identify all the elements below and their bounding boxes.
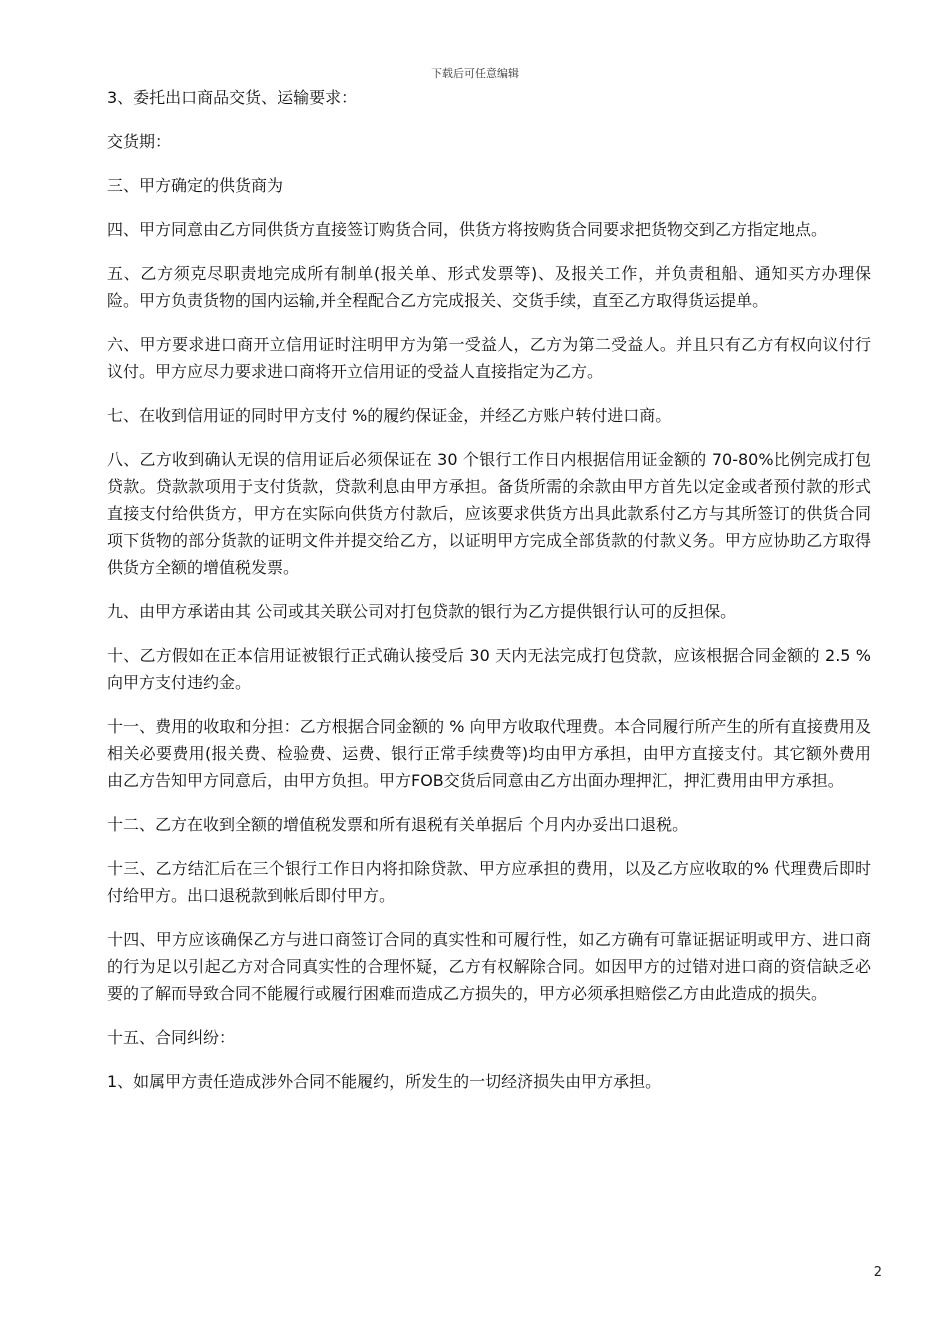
paragraph-clause-6: 六、甲方要求进口商开立信用证时注明甲方为第一受益人，乙方为第二受益人。并且只有乙方有权向议付行议付。甲方应尽力要求进口商将开立信用证的受益人直接指定为乙方。 bbox=[107, 335, 871, 381]
document-body bbox=[107, 84, 871, 1112]
paragraph-clause-13: 十三、乙方结汇后在三个银行工作日内将扣除贷款、甲方应承担的费用，以及乙方应收取的% 代理费后即时付给甲方。出口退税款到帐后即付甲方。 bbox=[107, 859, 871, 905]
paragraph-clause-15: 十五、合同纠纷： bbox=[107, 1028, 236, 1047]
paragraph-item-3-delivery: 3、委托出口商品交货、运输要求： bbox=[107, 88, 358, 107]
paragraph-clause-3: 三、甲方确定的供货商为 bbox=[107, 176, 284, 195]
page-number: 2 bbox=[873, 1265, 882, 1280]
paragraph-clause-5: 五、乙方须克尽职责地完成所有制单(报关单、形式发票等)、及报关工作，并负责租船、通知买方办理保险。甲方负责货物的国内运输,并全程配合乙方完成报关、交货手续，直至乙方取得货运提单。 bbox=[107, 264, 871, 310]
paragraph-clause-4: 四、甲方同意由乙方同供货方直接签订购货合同，供货方将按购货合同要求把货物交到乙方指定地点。 bbox=[107, 220, 828, 239]
paragraph-clause-10: 十、乙方假如在正本信用证被银行正式确认接受后 30 天内无法完成打包贷款，应该根据合同金额的 2.5 %向甲方支付违约金。 bbox=[107, 646, 871, 692]
paragraph-clause-11: 十一、费用的收取和分担：乙方根据合同金额的 % 向甲方收取代理费。本合同履行所产生的所有直接费用及相关必要费用(报关费、检验费、运费、银行正常手续费等)均由甲方承担，由甲方直接支付。其它额外费用由乙方告知甲方同意后，由甲方负担。甲方FOB交货后同意由乙方出面办理押汇，押汇费用由甲方承担。 bbox=[107, 717, 871, 790]
paragraph-clause-8: 八、乙方收到确认无误的信用证后必须保证在 30 个银行工作日内根据信用证金额的 70-80%比例完成打包贷款。贷款款项用于支付货款，贷款利息由甲方承担。备货所需的余款由甲方首先以定金或者预付款的形式直接支付给供货方，甲方在实际向供货方付款后，应该要求供货方出具此款系付乙方与其所签订的供货合同项下货物的部分货款的证明文件并提交给乙方，以证明甲方完成全部货款的付款义务。甲方应协助乙方取得供货方全额的增值税发票。 bbox=[107, 450, 871, 577]
paragraph-clause-15-item-1: 1、如属甲方责任造成涉外合同不能履约，所发生的一切经济损失由甲方承担。 bbox=[107, 1072, 662, 1091]
paragraph-clause-7: 七、在收到信用证的同时甲方支付 %的履约保证金，并经乙方账户转付进口商。 bbox=[107, 406, 672, 425]
paragraph-clause-14: 十四、甲方应该确保乙方与进口商签订合同的真实性和可履行性，如乙方确有可靠证据证明或甲方、进口商的行为足以引起乙方对合同真实性的合理怀疑，乙方有权解除合同。如因甲方的过错对进口商的资信缺乏必要的了解而导致合同不能履行或履行困难而造成乙方损失的，甲方必须承担赔偿乙方由此造成的损失。 bbox=[107, 930, 871, 1003]
page-header: 下载后可任意编辑 bbox=[431, 67, 519, 80]
paragraph-clause-9: 九、由甲方承诺由其 公司或其关联公司对打包贷款的银行为乙方提供银行认可的反担保。 bbox=[107, 602, 737, 621]
paragraph-delivery-date: 交货期： bbox=[107, 132, 172, 151]
paragraph-clause-12: 十二、乙方在收到全额的增值税发票和所有退税有关单据后 个月内办妥出口退税。 bbox=[107, 815, 689, 834]
